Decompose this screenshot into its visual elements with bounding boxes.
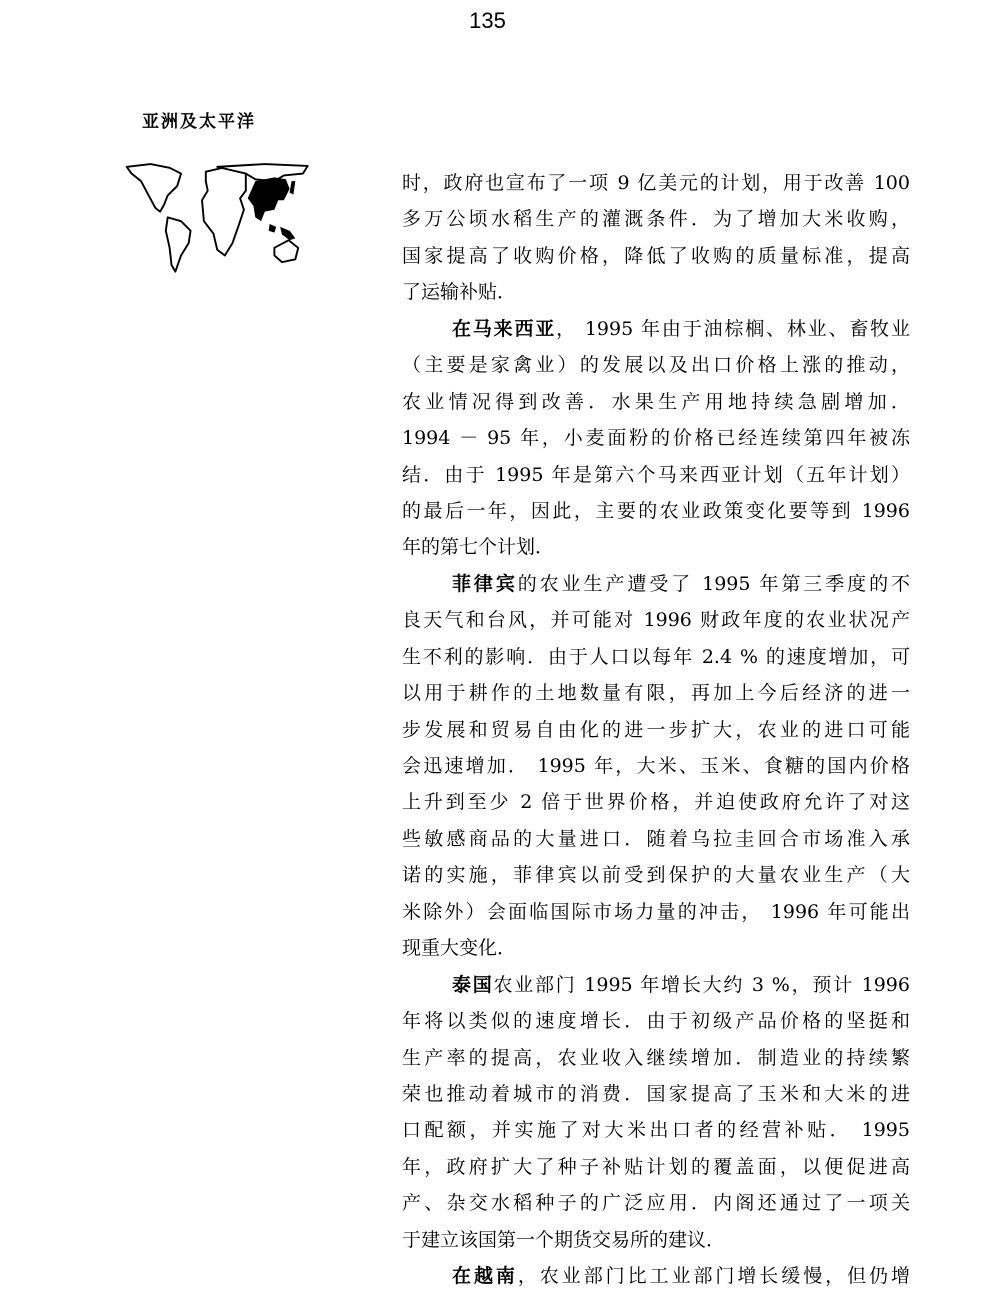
text-line: 产、杂交水稻种子的广泛应用．内阁还通过了一项关 [402,1192,910,1215]
text-line: 些敏感商品的大量进口．随着乌拉圭回合市场准入承 [402,827,910,850]
section-title: 亚洲及太平洋 [142,112,256,132]
article-body [402,165,910,1295]
text-line: （主要是家禽业）的发展以及出口价格上涨的推动， [402,354,910,377]
paragraph-malaysia-start: 在马来西亚， 1995 年由于油棕榈、林业、畜牧业 [452,317,910,340]
text-line: 以用于耕作的土地数量有限，再加上今后经济的进一 [402,682,910,705]
text-line: 口配额，并实施了对大米出口者的经营补贴． 1995 [402,1119,910,1142]
text-line: 荣也推动着城市的消费．国家提高了玉米和大米的进 [402,1082,910,1105]
paragraph-thailand-start: 泰国农业部门 1995 年增长大约 3 %，预计 1996 [452,973,910,996]
text-line: 于建立该国第一个期货交易所的建议． [402,1228,726,1251]
text-line: 年将以类似的速度增长．由于初级产品价格的坚挺和 [402,1010,910,1033]
text-line: 农业情况得到改善．水果生产用地持续急剧增加． [402,390,910,413]
paragraph-vietnam-start: 在越南，农业部门比工业部门增长缓慢，但仍增 [452,1265,910,1288]
text-line: 现重大变化． [402,937,517,960]
text-line: 年的第七个计划． [402,536,555,559]
text-line: 步发展和贸易自由化的进一步扩大，农业的进口可能 [402,718,910,741]
paragraph-philippines-start: 菲律宾的农业生产遭受了 1995 年第三季度的不 [452,572,910,595]
world-map-icon [122,152,322,277]
text-line: 生产率的提高，农业收入继续增加．制造业的持续繁 [402,1046,910,1069]
text-line: 年，政府扩大了种子补贴计划的覆盖面，以便促进高 [402,1155,910,1178]
text-line: 良天气和台风，并可能对 1996 财政年度的农业状况产 [402,609,910,632]
text-line: 米除外）会面临国际市场力量的冲击， 1996 年可能出 [402,900,910,923]
text-line: 1994 － 95 年，小麦面粉的价格已经连续第四年被冻 [402,427,910,450]
text-line: 诺的实施，菲律宾以前受到保护的大量农业生产（大 [402,864,910,887]
page-number: 135 [469,8,506,33]
text-line: 结．由于 1995 年是第六个马来西亚计划（五年计划） [402,463,910,486]
text-line: 会迅速增加． 1995 年，大米、玉米、食糖的国内价格 [402,755,910,777]
text-line: 上升到至少 2 倍于世界价格，并迫使政府允许了对这 [402,791,910,814]
text-line: 多万公顷水稻生产的灌溉条件．为了增加大米收购， [402,208,910,231]
text-line: 时，政府也宣布了一项 9 亿美元的计划，用于改善 100 [402,172,910,194]
text-line: 的最后一年，因此，主要的农业政策变化要等到 1996 [402,499,910,522]
text-line: 了运输补贴． [402,281,517,304]
text-line: 国家提高了收购价格，降低了收购的质量标准，提高 [402,244,910,267]
text-line: 生不利的影响．由于人口以每年 2.4 % 的速度增加，可 [402,645,910,668]
